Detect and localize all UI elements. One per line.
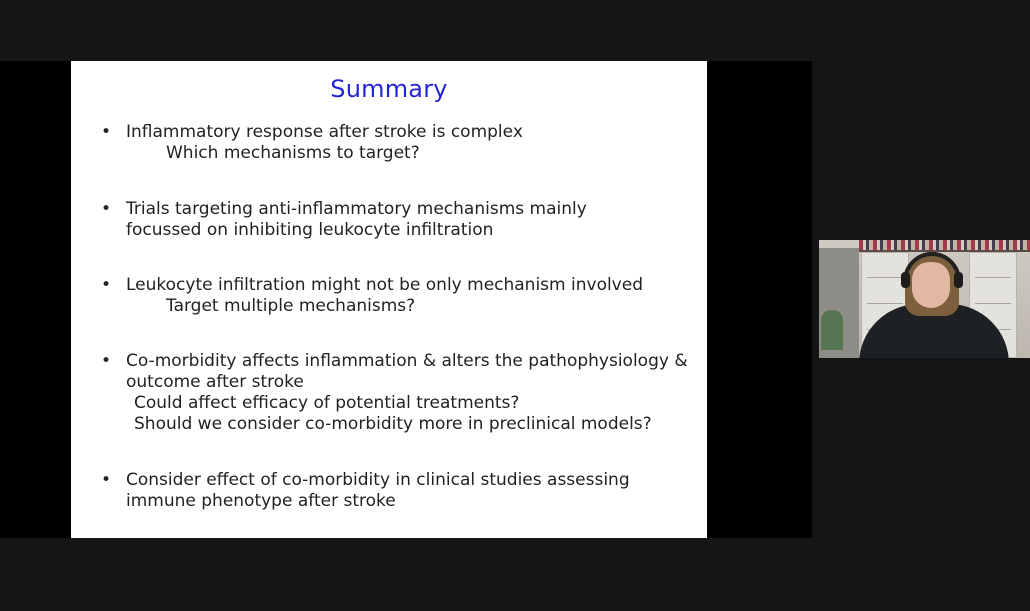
bullet-text: Leukocyte infiltration might not be only mechanism involved (126, 275, 643, 295)
presentation-slide (71, 61, 707, 538)
bullet-text: Inflammatory response after stroke is complex (126, 122, 523, 142)
bullet-item (101, 122, 701, 164)
video-background (821, 310, 843, 350)
participant-video-tile[interactable] (819, 240, 1030, 358)
bullet-subtext: Could affect efficacy of potential treatments? (134, 393, 520, 413)
bullet-text: Consider effect of co-morbidity in clinical studies assessing (126, 470, 630, 490)
headset-earcup (954, 272, 963, 288)
bullet-item (101, 199, 701, 241)
bullet-dot: • (101, 351, 112, 371)
bullet-item (101, 470, 701, 512)
bullet-item (101, 275, 701, 317)
bullet-subtext: Should we consider co-morbidity more in preclinical models? (134, 414, 652, 434)
bullet-dot: • (101, 275, 112, 295)
bullet-text: Trials targeting anti-inflammatory mechanisms mainly (126, 199, 587, 219)
bullet-text: Co-morbidity affects inflammation & alters the pathophysiology & (126, 351, 688, 371)
headset-earcup (901, 272, 910, 288)
video-background (859, 240, 1030, 250)
bullet-dot: • (101, 199, 112, 219)
bullet-dot: • (101, 470, 112, 490)
bullet-subtext: Target multiple mechanisms? (166, 296, 416, 316)
bullet-item (101, 351, 701, 435)
bullet-text: outcome after stroke (126, 372, 304, 392)
bullet-text: immune phenotype after stroke (126, 491, 396, 511)
screen-share-area (0, 61, 812, 538)
bullet-subtext: Which mechanisms to target? (166, 143, 420, 163)
bullet-dot: • (101, 122, 112, 142)
bullet-text: focussed on inhibiting leukocyte infiltration (126, 220, 494, 240)
slide-title: Summary (330, 75, 448, 103)
